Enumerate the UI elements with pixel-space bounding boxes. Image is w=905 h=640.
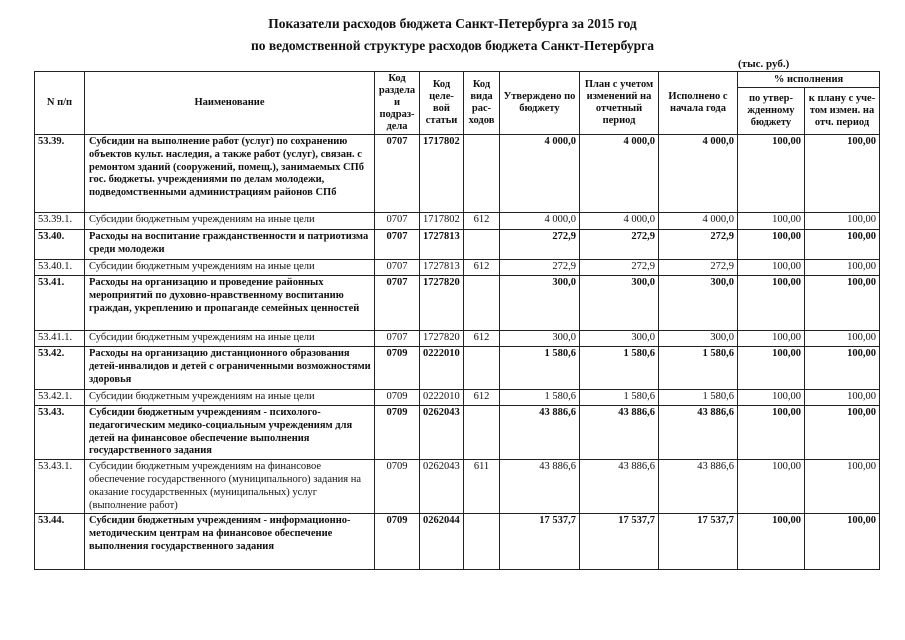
cell-pct1: 100,00 [738,331,805,347]
cell-razdel: 0709 [375,390,420,406]
cell-executed: 272,9 [659,260,738,276]
cell-num: 53.40.1. [35,260,85,276]
cell-statya: 1727820 [420,276,464,331]
col-header-pct-group: % исполнения [738,72,880,88]
budget-table [34,71,880,570]
cell-razdel: 0707 [375,260,420,276]
cell-statya: 0262043 [420,460,464,514]
cell-num: 53.42.1. [35,390,85,406]
cell-pct2: 100,00 [805,213,880,230]
cell-approved: 272,9 [500,230,580,260]
cell-executed: 1 580,6 [659,390,738,406]
table-row [35,213,880,230]
cell-executed: 43 886,6 [659,406,738,460]
cell-num: 53.41. [35,276,85,331]
cell-name: Субсидии бюджетным учреждениям на финансовое обеспечение государственного (муниципального) задания на оказание государственных (муниципальных) услуг (выполнение работ) [85,460,375,514]
table-row [35,135,880,213]
cell-pct1: 100,00 [738,406,805,460]
table-row [35,230,880,260]
cell-vid [464,514,500,570]
cell-executed: 1 580,6 [659,347,738,390]
col-header-pct-approved: по утвер- жденному бюджету [738,88,805,135]
cell-executed: 43 886,6 [659,460,738,514]
cell-razdel: 0709 [375,460,420,514]
cell-statya: 0222010 [420,390,464,406]
cell-name: Субсидии бюджетным учреждениям на иные цели [85,390,375,406]
table-body [35,135,880,570]
col-header-razdel: Код раздела и подраз- дела [375,72,420,135]
units-label: (тыс. руб.) [738,58,790,70]
cell-executed: 300,0 [659,276,738,331]
cell-pct2: 100,00 [805,135,880,213]
cell-statya: 0222010 [420,347,464,390]
table-row [35,347,880,390]
cell-plan: 300,0 [580,276,659,331]
cell-plan: 1 580,6 [580,347,659,390]
report-title: Показатели расходов бюджета Санкт-Петербурга за 2015 год [268,16,637,31]
cell-vid: 612 [464,390,500,406]
cell-name: Расходы на воспитание гражданственности и патриотизма среди молодежи [85,230,375,260]
cell-num: 53.44. [35,514,85,570]
cell-executed: 17 537,7 [659,514,738,570]
col-header-name: Наименование [85,72,375,135]
cell-name: Субсидии бюджетным учреждениям на иные цели [85,260,375,276]
cell-num: 53.39. [35,135,85,213]
cell-pct2: 100,00 [805,331,880,347]
cell-name: Субсидии бюджетным учреждениям - информационно-методическим центрам на финансовое обеспечение выполнения государственного задания [85,514,375,570]
cell-pct1: 100,00 [738,230,805,260]
cell-statya: 1727813 [420,260,464,276]
cell-vid: 612 [464,260,500,276]
cell-statya: 0262044 [420,514,464,570]
cell-num: 53.41.1. [35,331,85,347]
cell-name: Расходы на организацию дистанционного образования детей-инвалидов и детей с ограниченными возможностями здоровья [85,347,375,390]
cell-pct2: 100,00 [805,406,880,460]
cell-name: Субсидии на выполнение работ (услуг) по сохранению объектов культ. наследия, а также работ (услуг), связан. с ремонтом зданий (сооружений, помещ.), занимаемых СПб гос. бюджеты. учреждениями по делам молодежи, подведомственными администрациям районов СПб [85,135,375,213]
cell-plan: 300,0 [580,331,659,347]
cell-approved: 272,9 [500,260,580,276]
cell-pct2: 100,00 [805,460,880,514]
cell-razdel: 0707 [375,230,420,260]
cell-approved: 17 537,7 [500,514,580,570]
cell-name: Субсидии бюджетным учреждениям на иные цели [85,213,375,230]
col-header-num: N п/п [35,72,85,135]
cell-vid [464,230,500,260]
col-header-approved: Утверждено по бюджету [500,72,580,135]
cell-vid [464,276,500,331]
table-row [35,514,880,570]
cell-razdel: 0709 [375,514,420,570]
cell-pct2: 100,00 [805,260,880,276]
cell-pct1: 100,00 [738,390,805,406]
cell-pct2: 100,00 [805,390,880,406]
cell-executed: 300,0 [659,331,738,347]
cell-pct1: 100,00 [738,514,805,570]
cell-pct2: 100,00 [805,514,880,570]
cell-razdel: 0709 [375,347,420,390]
cell-approved: 1 580,6 [500,390,580,406]
cell-vid [464,347,500,390]
cell-pct1: 100,00 [738,276,805,331]
cell-razdel: 0707 [375,135,420,213]
cell-razdel: 0707 [375,276,420,331]
cell-pct2: 100,00 [805,230,880,260]
cell-num: 53.40. [35,230,85,260]
cell-name: Субсидии бюджетным учреждениям на иные цели [85,331,375,347]
cell-pct1: 100,00 [738,260,805,276]
col-header-plan: План с учетом изменений на отчетный период [580,72,659,135]
cell-pct1: 100,00 [738,213,805,230]
cell-approved: 300,0 [500,331,580,347]
cell-vid: 611 [464,460,500,514]
cell-approved: 43 886,6 [500,460,580,514]
cell-razdel: 0709 [375,406,420,460]
cell-num: 53.39.1. [35,213,85,230]
cell-num: 53.42. [35,347,85,390]
cell-num: 53.43.1. [35,460,85,514]
cell-name: Субсидии бюджетным учреждениям - психолого-педагогическим медико-социальным учреждениям для детей на финансовое обеспечение выполнения государственного задания [85,406,375,460]
cell-razdel: 0707 [375,331,420,347]
col-header-vid: Код вида рас- ходов [464,72,500,135]
cell-approved: 4 000,0 [500,135,580,213]
cell-vid: 612 [464,331,500,347]
col-header-statya: Код целе- вой статьи [420,72,464,135]
cell-executed: 272,9 [659,230,738,260]
cell-approved: 1 580,6 [500,347,580,390]
cell-pct1: 100,00 [738,347,805,390]
cell-vid [464,135,500,213]
cell-statya: 1727813 [420,230,464,260]
cell-statya: 1727820 [420,331,464,347]
cell-statya: 1717802 [420,135,464,213]
table-row [35,406,880,460]
cell-statya: 1717802 [420,213,464,230]
cell-plan: 1 580,6 [580,390,659,406]
cell-approved: 300,0 [500,276,580,331]
cell-plan: 272,9 [580,260,659,276]
report-subtitle: по ведомственной структуре расходов бюджета Санкт-Петербурга [250,38,655,53]
cell-vid [464,406,500,460]
cell-plan: 43 886,6 [580,460,659,514]
cell-plan: 4 000,0 [580,213,659,230]
table-row [35,260,880,276]
cell-num: 53.43. [35,406,85,460]
col-header-executed: Исполнено с начала года [659,72,738,135]
cell-name: Расходы на организацию и проведение районных мероприятий по духовно-нравственному воспитанию граждан, укреплению и пропаганде семейных ценностей [85,276,375,331]
cell-pct1: 100,00 [738,135,805,213]
cell-plan: 4 000,0 [580,135,659,213]
cell-plan: 17 537,7 [580,514,659,570]
cell-vid: 612 [464,213,500,230]
cell-executed: 4 000,0 [659,135,738,213]
cell-pct1: 100,00 [738,460,805,514]
cell-pct2: 100,00 [805,276,880,331]
cell-plan: 43 886,6 [580,406,659,460]
cell-plan: 272,9 [580,230,659,260]
cell-pct2: 100,00 [805,347,880,390]
table-row [35,460,880,514]
cell-statya: 0262043 [420,406,464,460]
cell-razdel: 0707 [375,213,420,230]
cell-approved: 43 886,6 [500,406,580,460]
cell-approved: 4 000,0 [500,213,580,230]
table-row [35,276,880,331]
cell-executed: 4 000,0 [659,213,738,230]
table-row [35,331,880,347]
col-header-pct-plan: к плану с уче- том измен. на отч. период [805,88,880,135]
table-row [35,390,880,406]
